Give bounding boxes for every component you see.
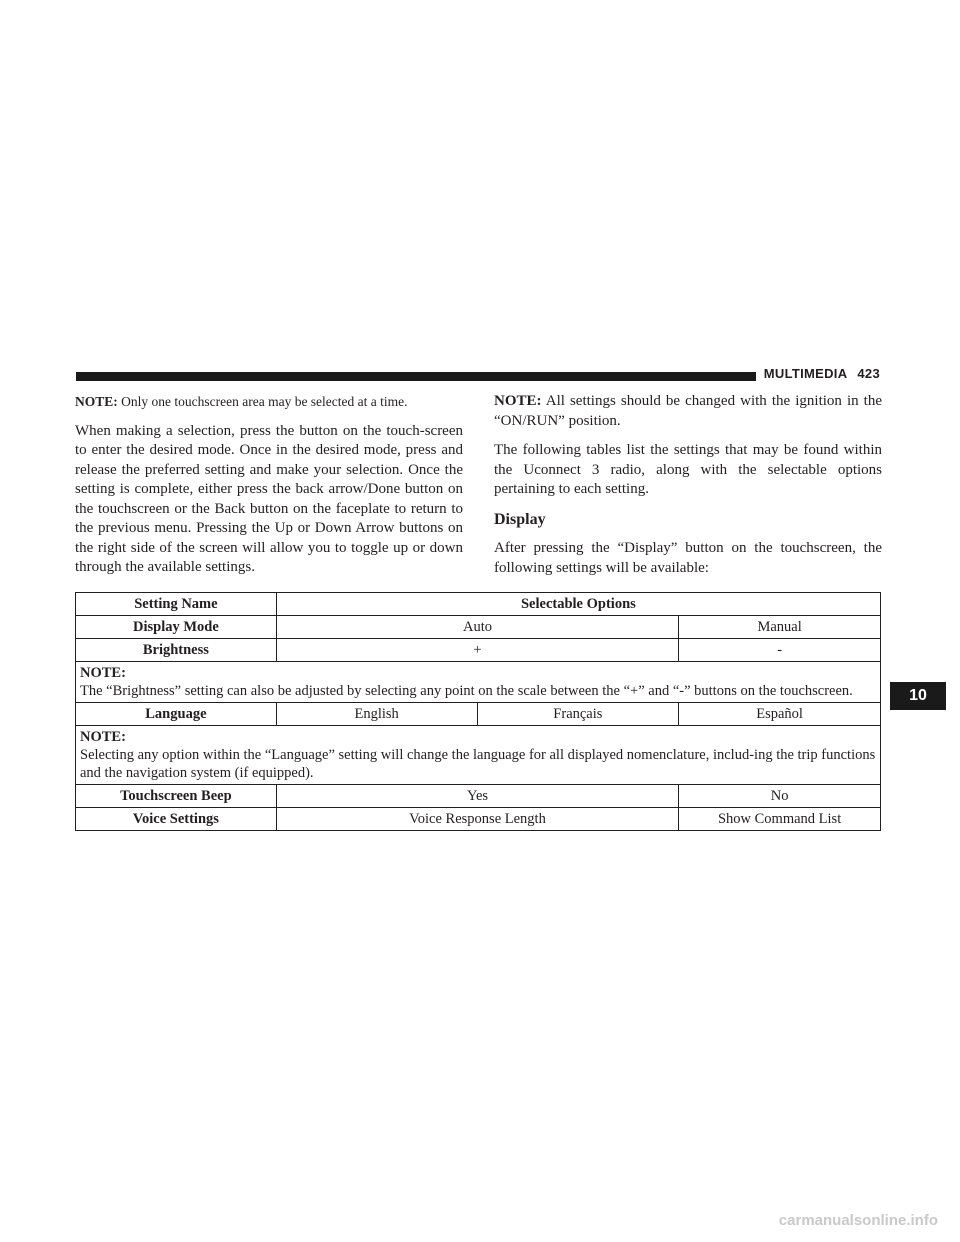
option-cell: Manual [679,616,881,639]
page-header [764,366,880,381]
brightness-note [76,662,881,703]
left-column [75,392,463,588]
tables-intro-paragraph: The following tables list the settings that may be found within the Uconnect 3 radio, along with the selectable options pertaining to each setting. [494,442,882,497]
page-number: 423 [857,366,880,381]
header-setting-name: Setting Name [76,593,277,616]
option-cell: No [679,785,881,808]
option-cell: Voice Response Length [276,808,678,831]
table-note-row [76,726,881,785]
table-row [76,616,881,639]
chapter-tab: 10 [890,682,946,710]
display-intro-paragraph: After pressing the “Display” button on the touchscreen, the following settings will be available: [494,540,882,576]
setting-name: Brightness [76,639,277,662]
note-label: NOTE: [75,394,118,409]
setting-name: Language [76,703,277,726]
setting-name: Touchscreen Beep [76,785,277,808]
option-cell: English [276,703,477,726]
setting-name: Voice Settings [76,808,277,831]
table-row [76,808,881,831]
table-header-row [76,593,881,616]
option-cell: Yes [276,785,678,808]
option-cell: Español [679,703,881,726]
note-label: NOTE: [494,393,542,409]
note-label: NOTE: [80,665,126,681]
setting-name: Display Mode [76,616,277,639]
note-text: Selecting any option within the “Language” setting will change the language for all displayed nomenclature, includ-ing the trip functions and the navigation system (if equipped). [80,747,876,781]
header-selectable-options: Selectable Options [276,593,880,616]
note-text: All settings should be changed with the ignition in the “ON/RUN” position. [494,393,882,429]
language-note [76,726,881,785]
note-label: NOTE: [80,729,126,745]
note-touch-area [75,392,463,412]
option-cell: - [679,639,881,662]
watermark: carmanualsonline.info [778,1212,938,1229]
table-note-row [76,662,881,703]
option-cell: Auto [276,616,678,639]
selection-paragraph: When making a selection, press the button on the touch-screen to enter the desired mode. Once in the desired mode, press and release the preferred setting and make your selection. Once the setting is complete, either press the back arrow/Done button on the touchscreen or the Back button on the faceplate to return to the previous menu. Pressing the Up or Down Arrow buttons on the right side of the screen will allow you to toggle up or down through the available settings. [75,422,463,575]
option-cell: Français [477,703,679,726]
option-cell: + [276,639,678,662]
table-row [76,639,881,662]
table-row [76,785,881,808]
display-heading: Display [494,510,546,528]
table-row [76,703,881,726]
note-text: The “Brightness” setting can also be adjusted by selecting any point on the scale between the “+” and “-” buttons on the touchscreen. [80,683,853,699]
note-ignition [494,392,882,431]
display-settings-table [75,592,881,831]
note-text: Only one touchscreen area may be selected at a time. [121,394,408,409]
section-title: MULTIMEDIA [763,366,848,381]
right-column [494,392,882,588]
option-cell: Show Command List [679,808,881,831]
header-rule [76,372,756,381]
